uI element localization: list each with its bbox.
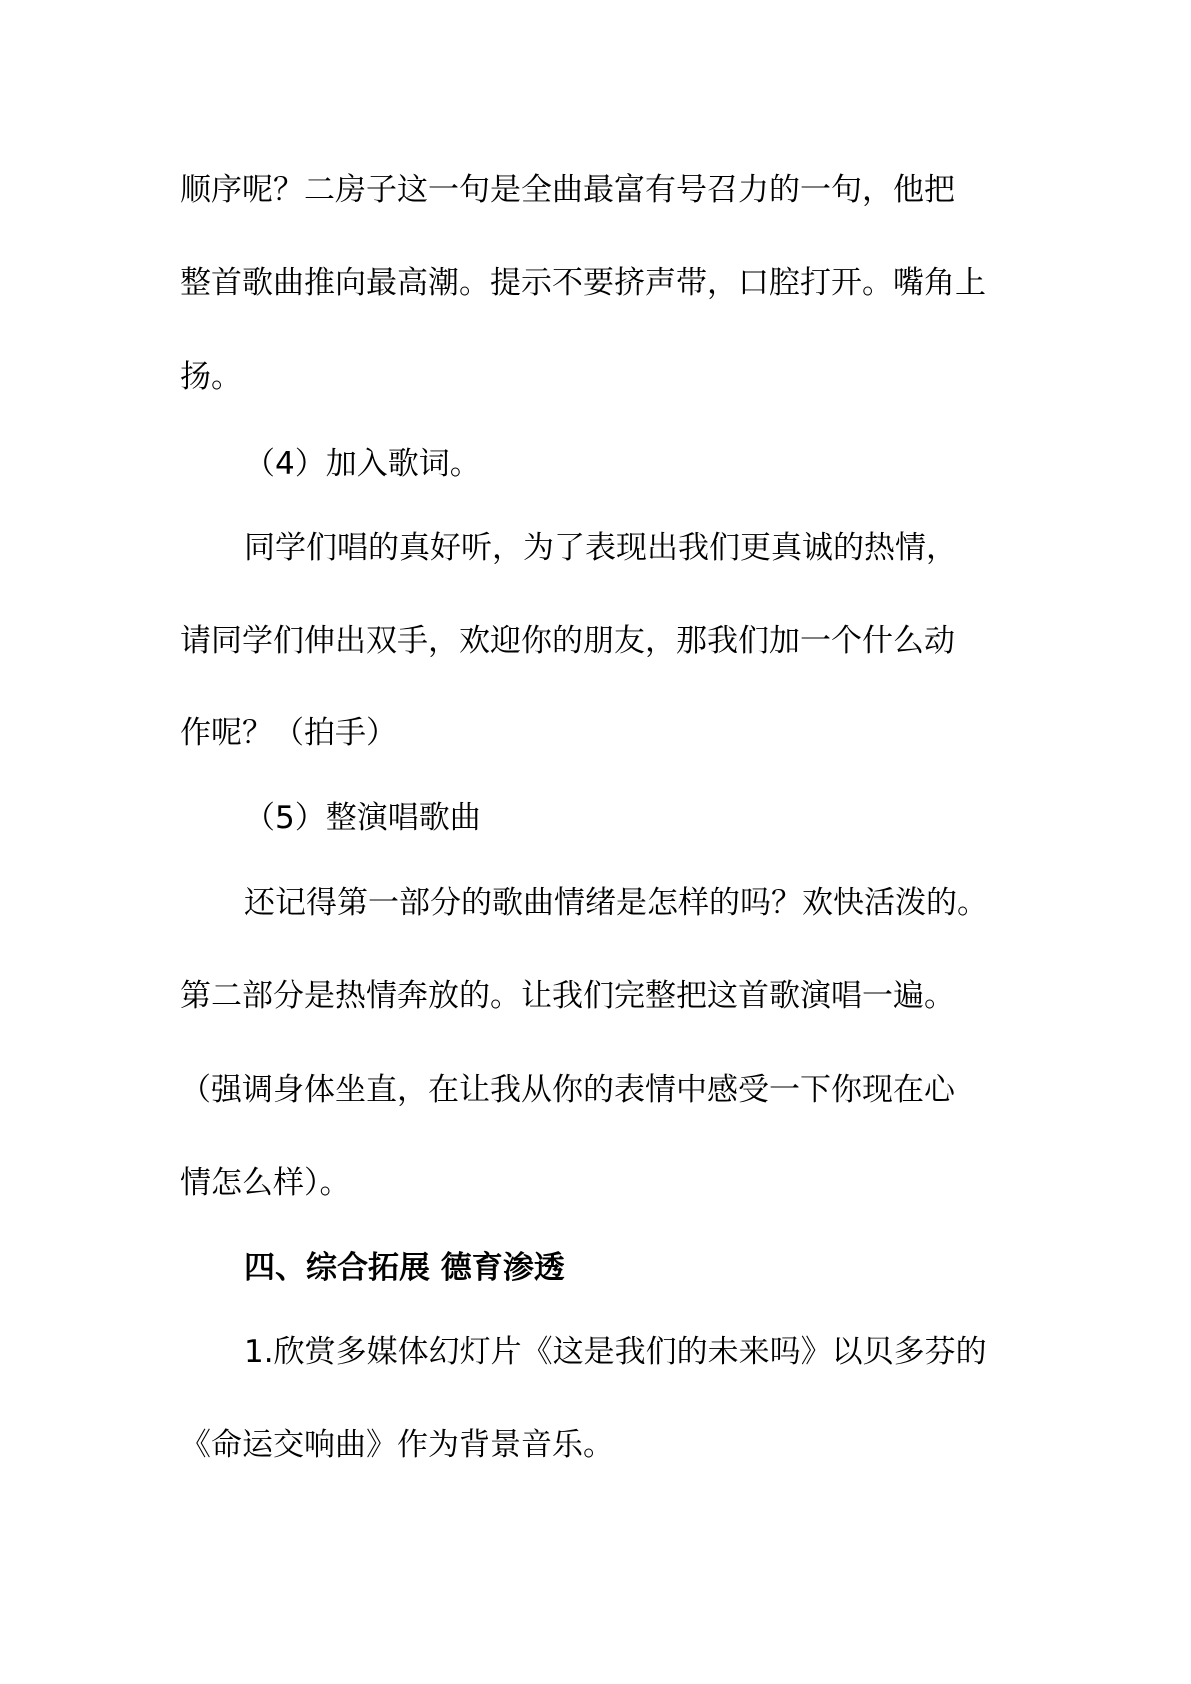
text-line: 1.欣赏多媒体幻灯片《这是我们的未来吗》以贝多芬的 bbox=[244, 1334, 987, 1370]
text-line: （4）加入歌词。 bbox=[244, 446, 481, 482]
section-heading: 四、综合拓展 德育渗透 bbox=[244, 1250, 565, 1286]
text-line: 扬。 bbox=[180, 359, 242, 395]
text-line: （5）整演唱歌曲 bbox=[244, 800, 481, 836]
text-line: 第二部分是热情奔放的。让我们完整把这首歌演唱一遍。 bbox=[180, 978, 955, 1014]
text-line: 《命运交响曲》作为背景音乐。 bbox=[180, 1427, 614, 1463]
text-line: 同学们唱的真好听，为了表现出我们更真诚的热情， bbox=[244, 530, 957, 566]
text-line: （强调身体坐直，在让我从你的表情中感受一下你现在心 bbox=[180, 1072, 955, 1108]
text-line: 请同学们伸出双手，欢迎你的朋友，那我们加一个什么动 bbox=[180, 623, 955, 659]
text-line: 作呢？（拍手） bbox=[180, 715, 397, 751]
text-line: 顺序呢？二房子这一句是全曲最富有号召力的一句，他把 bbox=[180, 172, 955, 208]
text-line: 情怎么样）。 bbox=[180, 1165, 351, 1201]
text-line: 还记得第一部分的歌曲情绪是怎样的吗？欢快活泼的。 bbox=[244, 885, 988, 921]
text-line: 整首歌曲推向最高潮。提示不要挤声带，口腔打开。嘴角上 bbox=[180, 265, 986, 301]
